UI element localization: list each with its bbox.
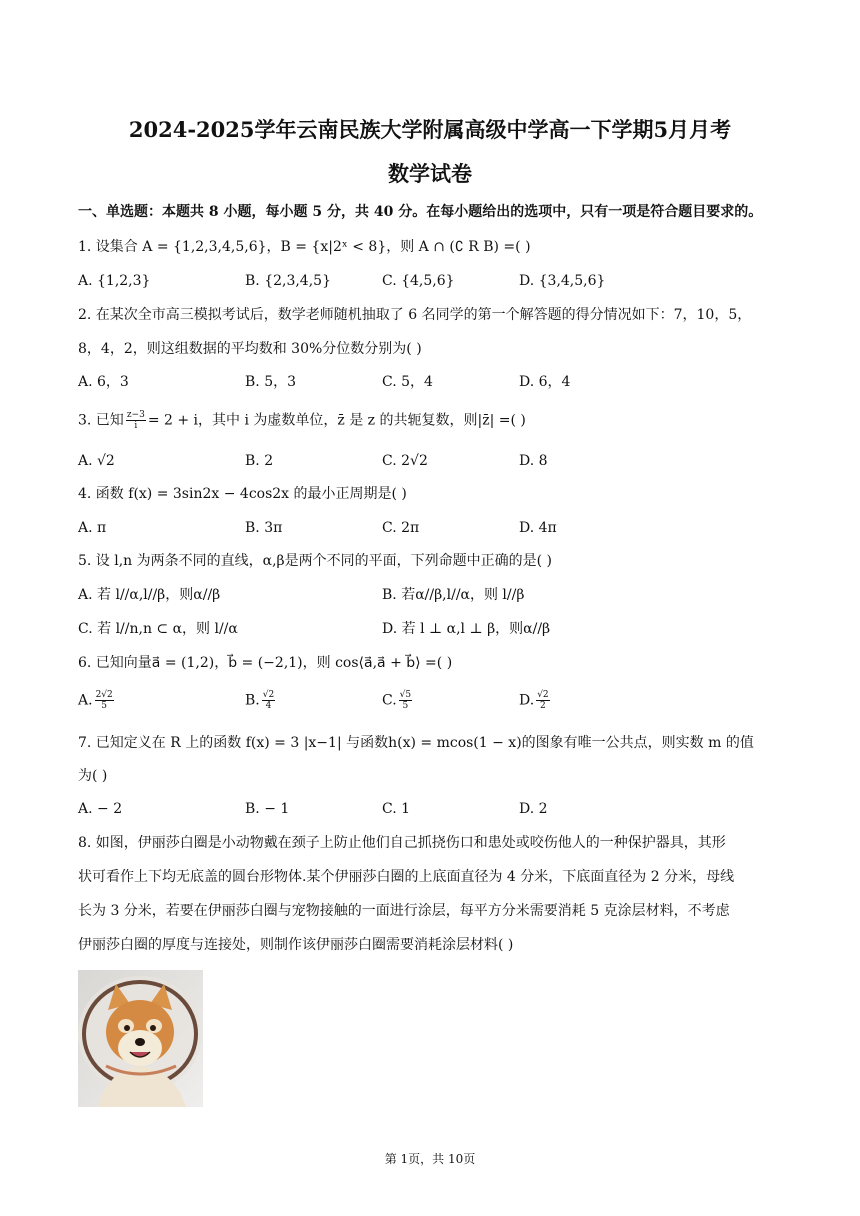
question-1-option-c: C. {4,5,6}: [382, 273, 455, 289]
question-2-option-d: D. 6，4: [519, 374, 571, 390]
dog-cone-photo: [78, 970, 203, 1107]
question-1-option-d: D. {3,4,5,6}: [519, 273, 606, 289]
question-8-line-1: 8. 如图，伊丽莎白圈是小动物戴在颈子上防止他们自己抓挠伤口和患处或咬伤他人的一种保护器具，其形: [78, 835, 726, 851]
question-3-option-b: B. 2: [245, 453, 274, 469]
question-2-stem-line-2: 8，4，2，则这组数据的平均数和 30%分位数分别为( ): [78, 341, 422, 357]
question-7-stem-line-1: 7. 已知定义在 R 上的函数 f(x) = 3 |x−1| 与函数h(x) = mcos(1 − x)的图象有唯一公共点，则实数 m 的值: [78, 735, 754, 751]
question-2-option-a: A. 6，3: [78, 374, 129, 390]
option-numerator: 2√2: [95, 690, 113, 700]
question-3-option-a: A. √2: [78, 453, 115, 469]
option-denominator: 5: [402, 701, 409, 711]
question-6-option-b: [245, 690, 277, 711]
option-label: B.: [245, 692, 260, 709]
question-3-fraction-numerator: z−3: [126, 410, 145, 420]
option-label: A.: [78, 692, 93, 709]
question-7-option-b: B. − 1: [245, 801, 290, 817]
question-3-suffix: = 2 + i，其中 i 为虚数单位，z̄ 是 z 的共轭复数，则|z̄| =( ): [147, 412, 526, 429]
question-6-option-c: [382, 690, 414, 711]
question-1-option-b: B. {2,3,4,5}: [245, 273, 331, 289]
question-4-option-c: C. 2π: [382, 520, 420, 536]
question-8-line-2: 状可看作上下均无底盖的圆台形物体.某个伊丽莎白圈的上底面直径为 4 分米，下底面直径为 2 分米，母线: [78, 869, 735, 885]
question-3-prefix: 3. 已知: [78, 412, 124, 429]
question-2-stem-line-1: 2. 在某次全市高三模拟考试后，数学老师随机抽取了 6 名同学的第一个解答题的得分情况如下：7，10，5，: [78, 307, 752, 323]
question-5-option-c: C. 若 l//n,n ⊂ α，则 l//α: [78, 621, 238, 637]
question-5-option-a: A. 若 l//α,l//β，则α//β: [78, 587, 221, 603]
question-7-option-c: C. 1: [382, 801, 411, 817]
option-numerator: √2: [262, 690, 275, 700]
question-4-option-b: B. 3π: [245, 520, 283, 536]
question-3-fraction: [126, 410, 146, 431]
question-3-option-c: C. 2√2: [382, 453, 428, 469]
question-8-line-4: 伊丽莎白圈的厚度与连接处，则制作该伊丽莎白圈需要消耗涂层材料( ): [78, 937, 514, 953]
question-2-option-c: C. 5，4: [382, 374, 433, 390]
question-7-stem-line-2: 为( ): [78, 768, 108, 784]
question-5-stem: 5. 设 l,n 为两条不同的直线，α,β是两个不同的平面，下列命题中正确的是( ): [78, 553, 553, 569]
question-6-stem: 6. 已知向量a⃗ = (1,2)，b⃗ = (−2,1)，则 cos⟨a⃗,a⃗ + b⃗⟩ =( ): [78, 655, 453, 671]
option-label: D.: [519, 692, 535, 709]
question-6-option-a: [78, 690, 116, 711]
question-3-option-d: D. 8: [519, 453, 548, 469]
question-3-stem: [78, 410, 526, 431]
question-1-option-a: A. {1,2,3}: [78, 273, 151, 289]
question-5-option-d: D. 若 l ⊥ α,l ⊥ β，则α//β: [382, 621, 551, 637]
option-denominator: 4: [265, 701, 272, 711]
question-7-option-a: A. − 2: [78, 801, 123, 817]
option-numerator: √2: [537, 690, 549, 700]
question-2-option-b: B. 5，3: [245, 374, 297, 390]
question-5-option-b: B. 若α//β,l//α，则 l//β: [382, 587, 525, 603]
question-6-option-d: [519, 690, 552, 711]
option-denominator: 2: [540, 701, 546, 711]
option-label: C.: [382, 692, 397, 709]
question-7-option-d: D. 2: [519, 801, 548, 817]
section-heading: 一、单选题：本题共 8 小题，每小题 5 分，共 40 分。在每小题给出的选项中，只有一项是符合题目要求的。: [78, 204, 763, 220]
exam-subtitle: 数学试卷: [388, 161, 472, 186]
option-numerator: √5: [399, 690, 412, 700]
exam-title: 2024-2025学年云南民族大学附属高级中学高一下学期5月月考: [128, 117, 732, 142]
question-4-option-a: A. π: [78, 520, 107, 536]
question-4-stem: 4. 函数 f(x) = 3sin2x − 4cos2x 的最小正周期是( ): [78, 486, 407, 502]
question-1-stem: 1. 设集合 A = {1,2,3,4,5,6}，B = {x|2ˣ < 8}，则 A ∩ (∁ R B) =( ): [78, 239, 531, 255]
question-3-fraction-denominator: i: [134, 421, 138, 431]
option-denominator: 5: [101, 701, 108, 711]
page-footer: 第 1页，共 10页: [384, 1152, 476, 1166]
question-8-line-3: 长为 3 分米，若要在伊丽莎白圈与宠物接触的一面进行涂层，每平方分米需要消耗 5 克涂层材料，不考虑: [78, 903, 730, 919]
question-4-option-d: D. 4π: [519, 520, 557, 536]
